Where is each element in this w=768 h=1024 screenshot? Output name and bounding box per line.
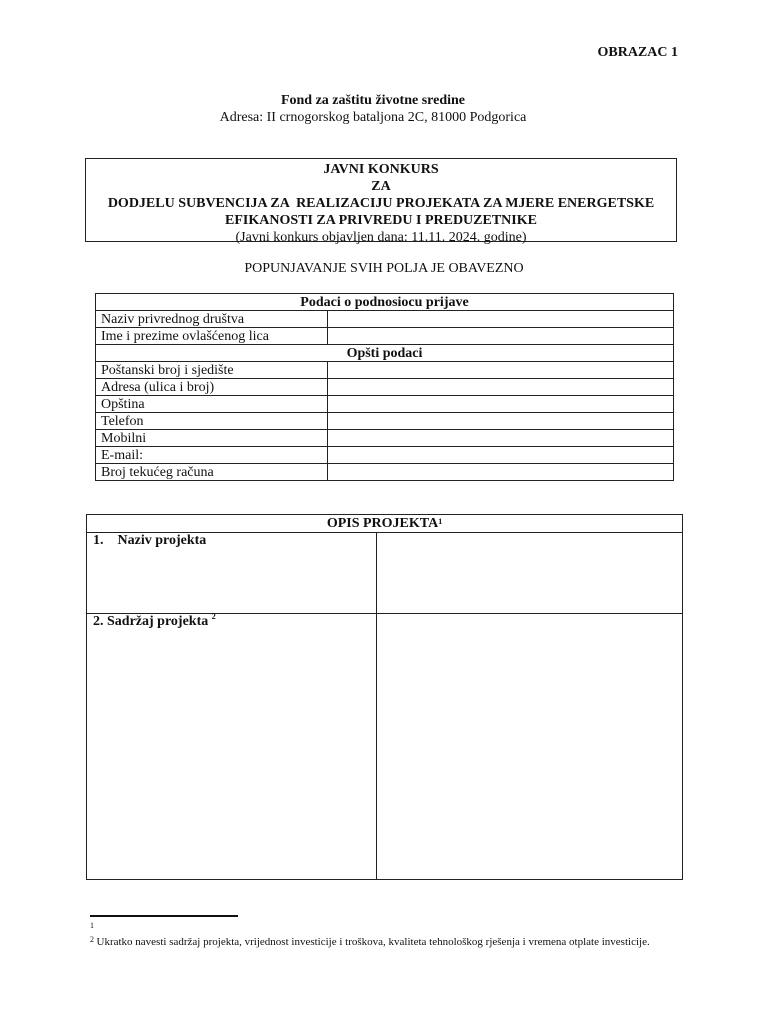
footnote-1-mark: 1	[90, 921, 94, 930]
table-row	[96, 362, 674, 379]
project-name-label-cell	[87, 533, 377, 614]
general-section-header: Opšti podaci	[96, 345, 674, 362]
table-header-row	[96, 294, 674, 311]
title-line-3: DODJELU SUBVENCIJA ZA REALIZACIJU PROJEKATA ZA MJERE ENERGETSKE	[107, 196, 655, 211]
table-row	[96, 447, 674, 464]
table-row	[87, 614, 683, 880]
field-input-municipality[interactable]	[328, 396, 674, 413]
table-row	[96, 396, 674, 413]
footnote-ref-2: 2	[211, 612, 216, 621]
field-label-email: E-mail:	[96, 447, 328, 464]
field-input-email[interactable]	[328, 447, 674, 464]
project-name-label: Naziv projekta	[117, 533, 207, 548]
table-header-row	[87, 515, 683, 533]
footnote-2-text: Ukratko navesti sadržaj projekta, vrijednost investicije i troškova, kvaliteta tehnološkog rješenja i vremena otplate investicije.	[96, 936, 650, 948]
field-input-bank-account[interactable]	[328, 464, 674, 481]
project-description-table	[86, 514, 683, 880]
organization-name: Fond za zaštitu životne sredine	[280, 93, 466, 108]
table-header-row	[96, 345, 674, 362]
mandatory-note: POPUNJAVANJE SVIH POLJA JE OBAVEZNO	[244, 261, 524, 276]
organization-header	[0, 92, 746, 126]
footnote-2	[90, 936, 650, 949]
project-content-input[interactable]	[377, 614, 683, 880]
project-content-label: 2. Sadržaj projekta	[93, 614, 209, 629]
field-input-company-name[interactable]	[328, 311, 674, 328]
organization-address: Adresa: II crnogorskog bataljona 2C, 81000 Podgorica	[219, 110, 527, 125]
field-input-address[interactable]	[328, 379, 674, 396]
applicant-data-table	[95, 293, 674, 481]
field-label-authorized-person: Ime i prezime ovlašćenog lica	[96, 328, 328, 345]
table-row	[96, 430, 674, 447]
project-content-label-cell	[87, 614, 377, 880]
footnote-ref-1: 1	[438, 517, 443, 526]
field-input-mobile[interactable]	[328, 430, 674, 447]
project-section-header	[87, 515, 683, 533]
field-input-postal-code[interactable]	[328, 362, 674, 379]
table-row	[96, 328, 674, 345]
competition-title-box	[85, 158, 677, 245]
title-line-4: EFIKANOSTI ZA PRIVREDU I PREDUZETNIKE	[225, 213, 537, 228]
field-label-municipality: Opština	[96, 396, 328, 413]
footnote-1	[90, 920, 94, 932]
title-line-2: ZA	[371, 179, 391, 194]
table-row	[96, 413, 674, 430]
title-line-1: JAVNI KONKURS	[323, 162, 439, 177]
title-publication-date: (Javni konkurs objavljen dana: 11.11. 2024. godine)	[235, 230, 527, 245]
field-input-authorized-person[interactable]	[328, 328, 674, 345]
project-name-number: 1.	[93, 533, 104, 548]
table-row	[96, 464, 674, 481]
field-input-phone[interactable]	[328, 413, 674, 430]
form-label: OBRAZAC 1	[597, 45, 678, 60]
footnote-separator	[90, 915, 238, 917]
field-label-address: Adresa (ulica i broj)	[96, 379, 328, 396]
table-row	[87, 533, 683, 614]
field-label-phone: Telefon	[96, 413, 328, 430]
project-name-input[interactable]	[377, 533, 683, 614]
field-label-postal-code: Poštanski broj i sjedište	[96, 362, 328, 379]
applicant-section-header: Podaci o podnosiocu prijave	[96, 294, 674, 311]
field-label-company-name: Naziv privrednog društva	[96, 311, 328, 328]
table-row	[96, 379, 674, 396]
field-label-mobile: Mobilni	[96, 430, 328, 447]
project-section-title: OPIS PROJEKTA	[326, 516, 439, 531]
footnote-2-mark: 2	[90, 935, 94, 944]
table-row	[96, 311, 674, 328]
field-label-bank-account: Broj tekućeg računa	[96, 464, 328, 481]
